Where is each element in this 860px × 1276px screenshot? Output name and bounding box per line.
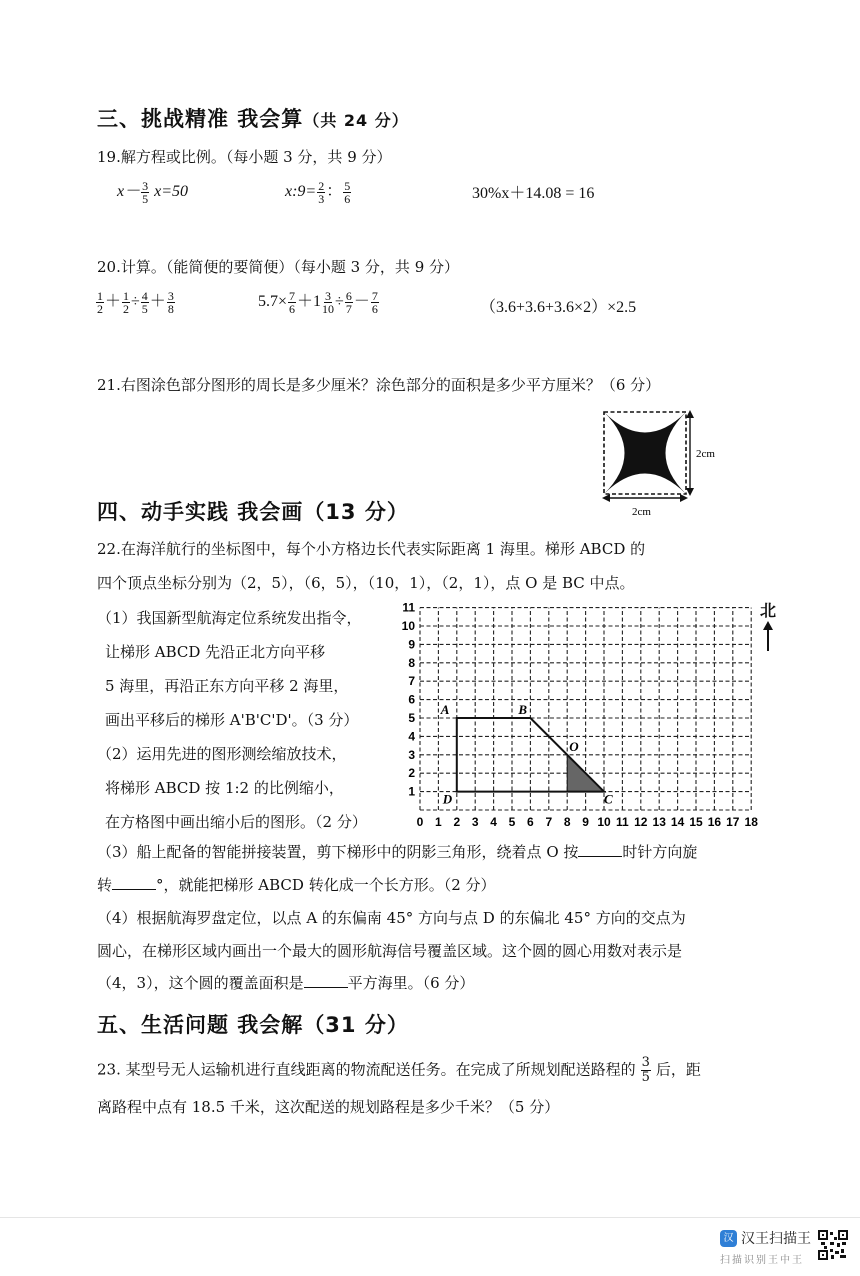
answer-blank[interactable] — [304, 973, 348, 988]
q20-expression-1: $\frac{1}{2}$ ＋ $\frac{1}{2}$ ÷ $\frac{4}{5}$ ＋ $\frac{3}{8}$ — [97, 288, 174, 316]
section-4-score: （13 分） — [303, 500, 409, 524]
answer-blank[interactable] — [112, 875, 156, 890]
point-label-o: O — [569, 738, 579, 754]
fraction: $\frac{5}{6}$ — [344, 178, 351, 206]
x-tick-label: 16 — [707, 815, 722, 829]
y-tick-label: 3 — [408, 747, 415, 762]
q23-line-1: 23. 某型号无人运输机进行直线距离的物流配送任务。在完成了所规划配送路程的 $\frac{3}{5}$ 后，距 — [97, 1055, 701, 1085]
q19-equation-1: x－ $\frac{3}{5}$ x=50 — [117, 178, 189, 206]
q22-part-3-line-1: （3）船上配备的智能拼接装置，剪下梯形中的阴影三角形，绕着点 O 按 时针方向旋 — [97, 843, 698, 861]
x-tick-label: 14 — [670, 815, 685, 829]
brand-slogan: 扫描识别王中王 — [720, 1255, 804, 1266]
section-3-heading — [97, 103, 409, 133]
q21-figure — [590, 405, 730, 525]
x-tick-label: 11 — [616, 815, 629, 829]
answer-blank[interactable] — [578, 842, 622, 857]
x-tick-label: 18 — [744, 815, 758, 829]
q20-expression-3: （3.6+3.6+3.6×2）×2.5 — [480, 299, 637, 316]
fraction: $\frac{3}{5}$ — [142, 178, 149, 206]
y-tick-label: 2 — [408, 766, 415, 781]
q22-part-3-line-2: 转 °，就能把梯形 ABCD 转化成一个长方形。（2 分） — [97, 876, 496, 894]
x-tick-label: 2 — [453, 815, 461, 829]
footer-divider — [0, 1217, 860, 1218]
app-logo-icon: 汉 — [720, 1230, 737, 1247]
x-tick-label: 0 — [416, 815, 424, 829]
x-tick-label: 10 — [597, 815, 611, 829]
scanner-watermark — [720, 1228, 811, 1266]
point-label-c: C — [604, 791, 613, 807]
brand-name: 汉王扫描王 — [741, 1231, 811, 1247]
point-label-b: B — [518, 702, 528, 717]
q20-expression-2: 5.7× $\frac{7}{6}$ ＋1 $\frac{3}{10}$ ÷ $\frac{6}{7}$ － $\frac{7}{6}$ — [258, 288, 378, 316]
y-tick-label: 9 — [408, 637, 415, 652]
x-tick-label: 8 — [563, 815, 571, 829]
x-tick-label: 13 — [652, 815, 666, 829]
q20-title: 20.计算。（能简便的要简便）（每小题 3 分，共 9 分） — [97, 258, 460, 276]
section-4-title: 四、动手实践 我会画 — [97, 500, 304, 524]
fraction: $\frac{3}{5}$ — [641, 1055, 650, 1085]
x-tick-label: 5 — [508, 815, 516, 829]
section-5-title: 五、生活问题 我会解 — [97, 1013, 304, 1037]
height-label: 2cm — [696, 448, 715, 460]
north-indicator — [758, 598, 778, 655]
q21-title: 21.右图涂色部分图形的周长是多少厘米？涂色部分的面积是多少平方厘米？（6 分） — [97, 376, 661, 394]
qr-code-icon — [818, 1230, 848, 1260]
y-tick-label: 10 — [401, 619, 415, 633]
q19-equation-2: x:9= $\frac{2}{3}$ ： $\frac{5}{6}$ — [285, 178, 351, 206]
x-tick-label: 6 — [527, 815, 534, 829]
y-tick-label: 5 — [408, 711, 415, 725]
section-3-score: （共 24 分） — [303, 111, 409, 130]
q19-equation-3: 30%x＋14.08 = 16 — [472, 185, 595, 202]
section-3-title: 三、挑战精准 我会算 — [97, 107, 304, 131]
q19-title: 19.解方程或比例。（每小题 3 分，共 9 分） — [97, 148, 392, 166]
q22-part-4-line-1: （4）根据航海罗盘定位，以点 A 的东偏南 45° 方向与点 D 的东偏北 45° 方向的交点为 — [97, 909, 686, 927]
q22-line-1: 22.在海洋航行的坐标图中，每个小方格边长代表实际距离 1 海里。梯形 ABCD 的 — [97, 540, 646, 558]
q22-part-1: （1）我国新型航海定位系统发出指令， 让梯形 ABCD 先沿正北方向平移 5 海里，再沿正东方向平移 2 海里， 画出平移后的梯形 A'B'C'D'。（3 分） — [97, 609, 362, 729]
q22-part-4-line-2: 圆心，在梯形区域内画出一个最大的圆形航海信号覆盖区域。这个圆的圆心用数对表示是 — [97, 942, 683, 960]
y-tick-label: 11 — [402, 600, 415, 615]
x-tick-label: 12 — [634, 815, 648, 829]
fraction: $\frac{2}{3}$ — [318, 178, 325, 206]
point-label-a: A — [440, 702, 450, 717]
y-tick-label: 6 — [408, 692, 415, 707]
q22-part-4-line-3: （4，3），这个圆的覆盖面积是 平方海里。（6 分） — [97, 974, 475, 992]
x-tick-label: 9 — [582, 815, 589, 829]
y-tick-label: 8 — [408, 655, 415, 670]
y-tick-label: 1 — [408, 784, 415, 799]
x-tick-label: 7 — [545, 815, 553, 829]
x-tick-label: 17 — [726, 815, 740, 829]
section-5-heading — [97, 1009, 409, 1039]
width-label: 2cm — [632, 506, 651, 518]
x-tick-label: 1 — [435, 815, 442, 829]
coordinate-grid — [390, 588, 790, 838]
north-arrow-icon — [761, 621, 775, 651]
q23-line-2: 离路程中点有 18.5 千米，这次配送的规划路程是多少千米？（5 分） — [97, 1098, 560, 1116]
section-4-heading — [97, 496, 409, 526]
y-tick-label: 7 — [408, 674, 415, 689]
x-tick-label: 4 — [490, 815, 497, 829]
x-tick-label: 15 — [689, 815, 703, 829]
q22-part-2: （2）运用先进的图形测绘缩放技术， 将梯形 ABCD 按 1:2 的比例缩小， 在方格图中画出缩小后的图形。（2 分） — [97, 745, 367, 831]
section-5-score: （31 分） — [303, 1013, 409, 1037]
point-label-d: D — [442, 791, 453, 807]
q22-line-2: 四个顶点坐标分别为（2，5），（6，5），（10，1），（2，1），点 O 是 BC 中点。 — [97, 574, 635, 592]
north-label: 北 — [759, 601, 776, 620]
shaded-star — [604, 412, 686, 494]
x-tick-label: 3 — [471, 815, 479, 829]
y-tick-label: 4 — [408, 729, 415, 744]
